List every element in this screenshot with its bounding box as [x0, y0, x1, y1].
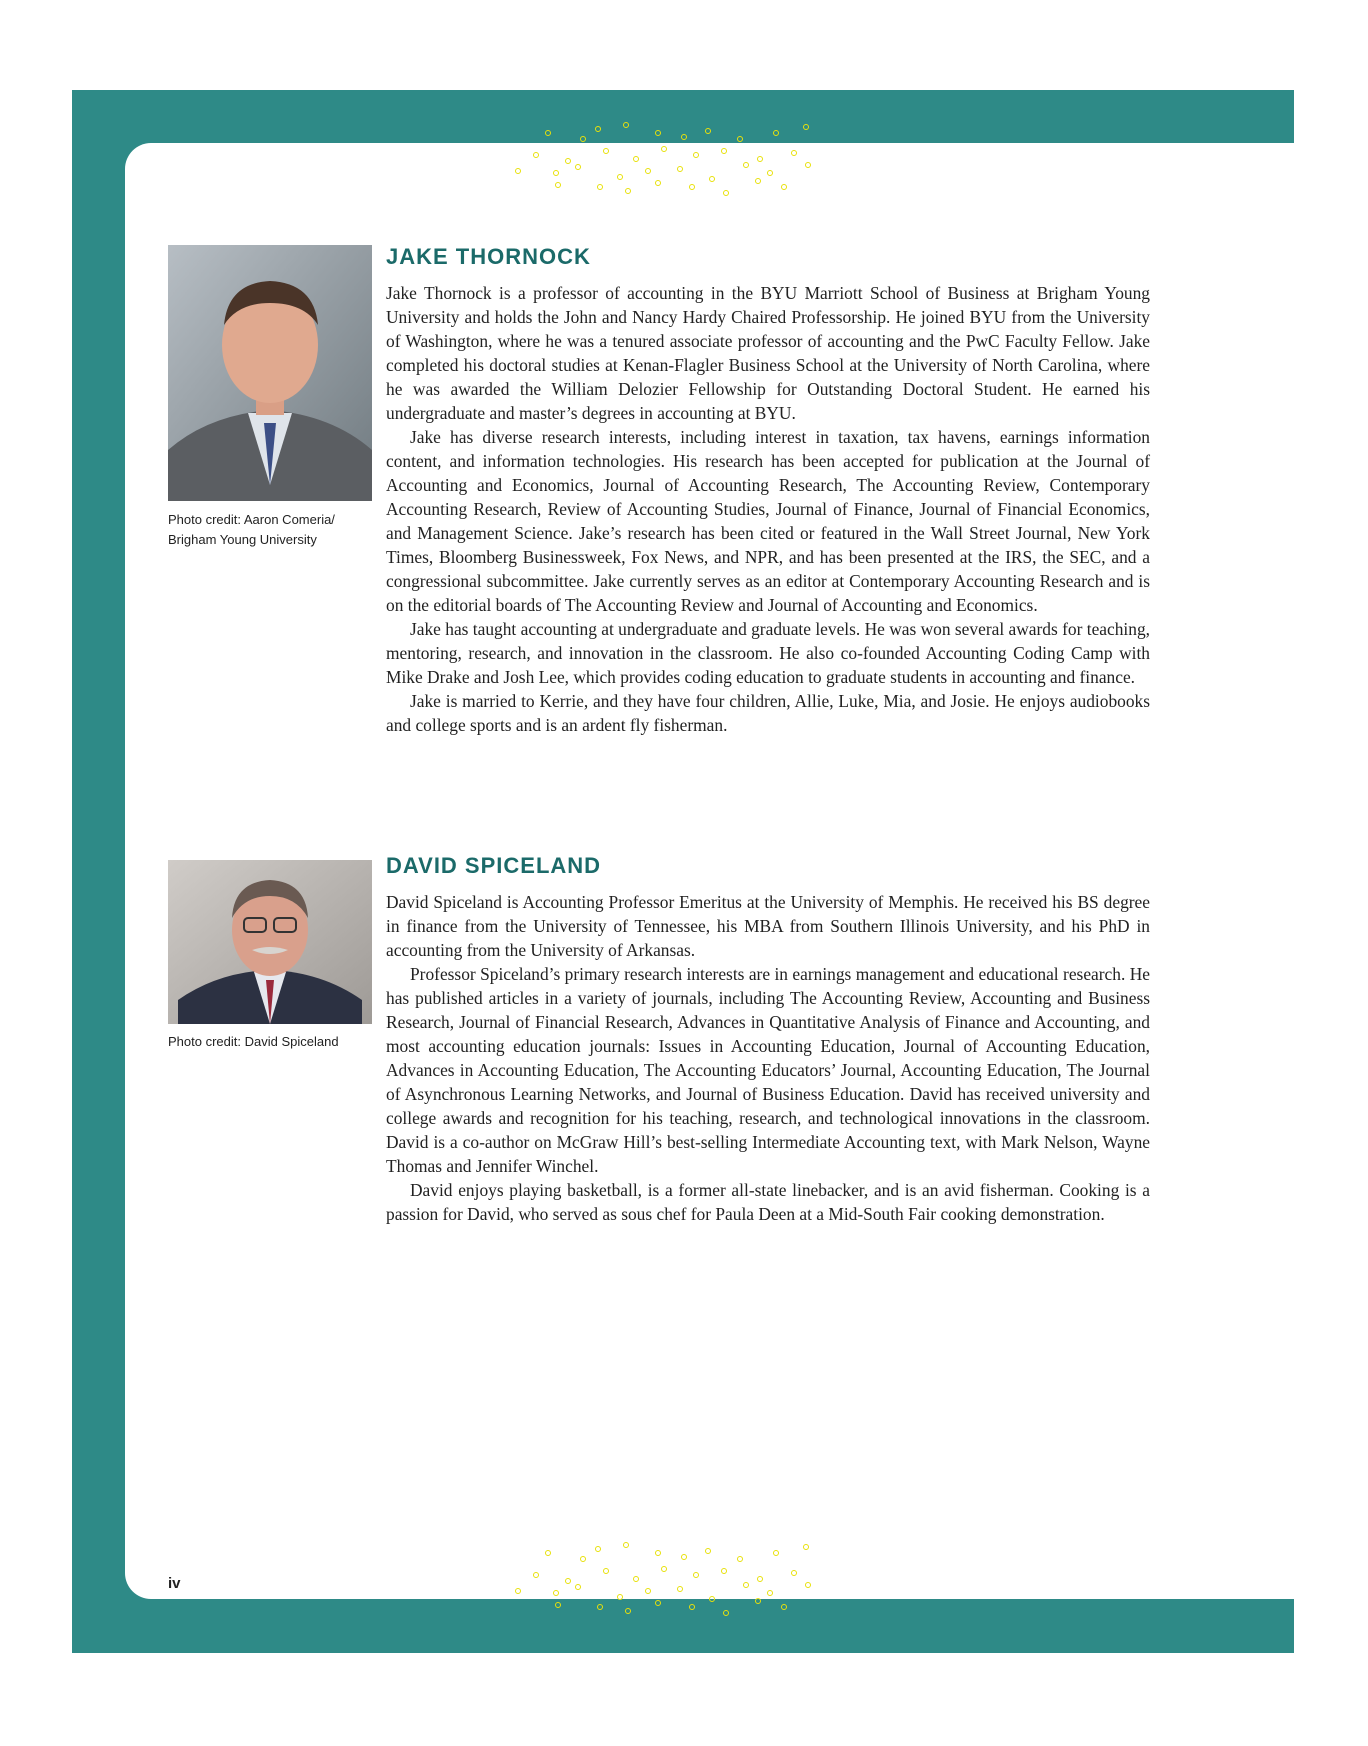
author-name: JAKE THORNOCK — [386, 244, 591, 269]
decorative-dot — [565, 1578, 571, 1584]
decorative-dot — [645, 168, 651, 174]
decorative-dot — [575, 1584, 581, 1590]
author-photo-thornock — [168, 245, 372, 501]
decorative-dot — [597, 1604, 603, 1610]
decorative-dot — [533, 1572, 539, 1578]
decorative-dot — [625, 188, 631, 194]
author-bio-thornock — [386, 243, 1150, 737]
photo-credit — [168, 510, 378, 550]
photo-credit — [168, 1032, 378, 1052]
decorative-dot — [617, 1594, 623, 1600]
decorative-dot — [757, 1576, 763, 1582]
decorative-dot — [623, 122, 629, 128]
decorative-dot — [617, 174, 623, 180]
author-bio-spiceland — [386, 852, 1150, 1226]
decorative-dot — [781, 1604, 787, 1610]
photo-credit-line: Photo credit: David Spiceland — [168, 1034, 339, 1049]
decorative-dot — [655, 1550, 661, 1556]
decorative-dot — [805, 162, 811, 168]
decorative-dot — [743, 162, 749, 168]
decorative-dot — [595, 1546, 601, 1552]
decorative-dot — [655, 1600, 661, 1606]
decorative-dot — [767, 1590, 773, 1596]
decorative-dot — [693, 1572, 699, 1578]
bio-paragraph: Jake Thornock is a professor of accounting in the BYU Marriott School of Business at Brigham Young University and holds the John and Nancy Hardy Chaired Professorship. He joined BYU from the University of Washington, where he was a tenured associate professor of accounting and the PwC Faculty Fellow. Jake completed his doctoral studies at Kenan-Flagler Business School at the University of North Carolina, where he was awarded the William Delozier Fellowship for Outstanding Doctoral Student. He earned his undergraduate and master’s degrees in accounting at BYU. — [386, 283, 1150, 423]
decorative-dot — [545, 1550, 551, 1556]
decorative-dots-top — [505, 118, 865, 208]
decorative-dot — [767, 170, 773, 176]
decorative-dot — [773, 130, 779, 136]
decorative-dot — [681, 1554, 687, 1560]
decorative-dot — [565, 158, 571, 164]
decorative-dot — [803, 124, 809, 130]
author-name: DAVID SPICELAND — [386, 853, 602, 878]
decorative-dot — [737, 1556, 743, 1562]
decorative-dot — [803, 1544, 809, 1550]
decorative-dot — [737, 136, 743, 142]
decorative-dots-bottom — [505, 1538, 865, 1628]
decorative-dot — [633, 1576, 639, 1582]
decorative-dot — [633, 156, 639, 162]
decorative-dot — [575, 164, 581, 170]
decorative-dot — [723, 1610, 729, 1616]
decorative-dot — [693, 152, 699, 158]
decorative-dot — [515, 1588, 521, 1594]
decorative-dot — [773, 1550, 779, 1556]
decorative-dot — [757, 156, 763, 162]
decorative-dot — [743, 1582, 749, 1588]
page-number: iv — [168, 1575, 181, 1592]
decorative-dot — [709, 176, 715, 182]
decorative-dot — [791, 1570, 797, 1576]
decorative-dot — [655, 130, 661, 136]
decorative-dot — [781, 184, 787, 190]
portrait-image — [168, 860, 372, 1024]
decorative-dot — [580, 136, 586, 142]
decorative-dot — [677, 1586, 683, 1592]
bio-paragraph: Jake has diverse research interests, including interest in taxation, tax havens, earnings information content, and information technologies. His research has been accepted for publication at the Journal of Accounting and Economics, Journal of Accounting Research, The Accounting Review, Contemporary Accounting Research, Review of Accounting Studies, Journal of Finance, Journal of Financial Economics, and Management Science. Jake’s research has been cited or featured in the Wall Street Journal, New York Times, Bloomberg Businessweek, Fox News, and NPR, and has been presented at the IRS, the SEC, and a congressional subcommittee. Jake currently serves as an editor at Contemporary Accounting Research and is on the editorial boards of The Accounting Review and Journal of Accounting and Economics. — [386, 427, 1150, 615]
decorative-dot — [597, 184, 603, 190]
photo-credit-line: Brigham Young University — [168, 532, 317, 547]
decorative-dot — [645, 1588, 651, 1594]
bio-paragraph: Jake is married to Kerrie, and they have four children, Allie, Luke, Mia, and Josie. He enjoys audiobooks and college sports and is an ardent fly fisherman. — [386, 691, 1150, 735]
portrait-image — [168, 245, 372, 501]
decorative-dot — [791, 150, 797, 156]
bio-paragraph: Jake has taught accounting at undergraduate and graduate levels. He was won several awards for teaching, mentoring, research, and innovation in the classroom. He also co-founded Accounting Coding Camp with Mike Drake and Josh Lee, which provides coding education to graduate students in accounting and finance. — [386, 619, 1150, 687]
decorative-dot — [805, 1582, 811, 1588]
decorative-dot — [755, 1598, 761, 1604]
decorative-dot — [689, 184, 695, 190]
decorative-dot — [661, 146, 667, 152]
bio-paragraph: David enjoys playing basketball, is a former all-state linebacker, and is an avid fisherman. Cooking is a passion for David, who served as sous chef for Paula Deen at a Mid-South Fair cooking demonstration. — [386, 1180, 1150, 1224]
bio-paragraph: Professor Spiceland’s primary research interests are in earnings management and educational research. He has published articles in a variety of journals, including The Accounting Review, Accounting and Business Research, Journal of Financial Research, Advances in Quantitative Analysis of Finance and Accounting, and most accounting education journals: Issues in Accounting Education, Journal of Accounting Education, Advances in Accounting Education, The Accounting Educators’ Journal, Accounting Education, The Journal of Asynchronous Learning Networks, and Journal of Business Education. David has received university and college awards and recognition for his teaching, research, and technological innovations in the classroom. David is a co-author on McGraw Hill’s best-selling Intermediate Accounting text, with Mark Nelson, Wayne Thomas and Jennifer Winchel. — [386, 964, 1150, 1176]
decorative-dot — [705, 1548, 711, 1554]
decorative-dot — [603, 1568, 609, 1574]
decorative-dot — [625, 1608, 631, 1614]
decorative-dot — [755, 178, 761, 184]
decorative-dot — [555, 1602, 561, 1608]
decorative-dot — [553, 170, 559, 176]
decorative-dot — [603, 148, 609, 154]
decorative-dot — [709, 1596, 715, 1602]
decorative-dot — [681, 134, 687, 140]
decorative-dot — [689, 1604, 695, 1610]
decorative-dot — [723, 190, 729, 196]
decorative-dot — [623, 1542, 629, 1548]
decorative-dot — [533, 152, 539, 158]
author-photo-spiceland — [168, 860, 372, 1024]
decorative-dot — [595, 126, 601, 132]
decorative-dot — [677, 166, 683, 172]
photo-credit-line: Photo credit: Aaron Comeria/ — [168, 512, 335, 527]
decorative-dot — [545, 130, 551, 136]
decorative-dot — [655, 180, 661, 186]
decorative-dot — [721, 148, 727, 154]
decorative-dot — [661, 1566, 667, 1572]
decorative-dot — [555, 182, 561, 188]
decorative-dot — [721, 1568, 727, 1574]
decorative-dot — [705, 128, 711, 134]
decorative-dot — [515, 168, 521, 174]
decorative-dot — [553, 1590, 559, 1596]
bio-paragraph: David Spiceland is Accounting Professor Emeritus at the University of Memphis. He received his BS degree in finance from the University of Tennessee, his MBA from Southern Illinois University, and his PhD in accounting from the University of Arkansas. — [386, 892, 1150, 960]
decorative-dot — [580, 1556, 586, 1562]
